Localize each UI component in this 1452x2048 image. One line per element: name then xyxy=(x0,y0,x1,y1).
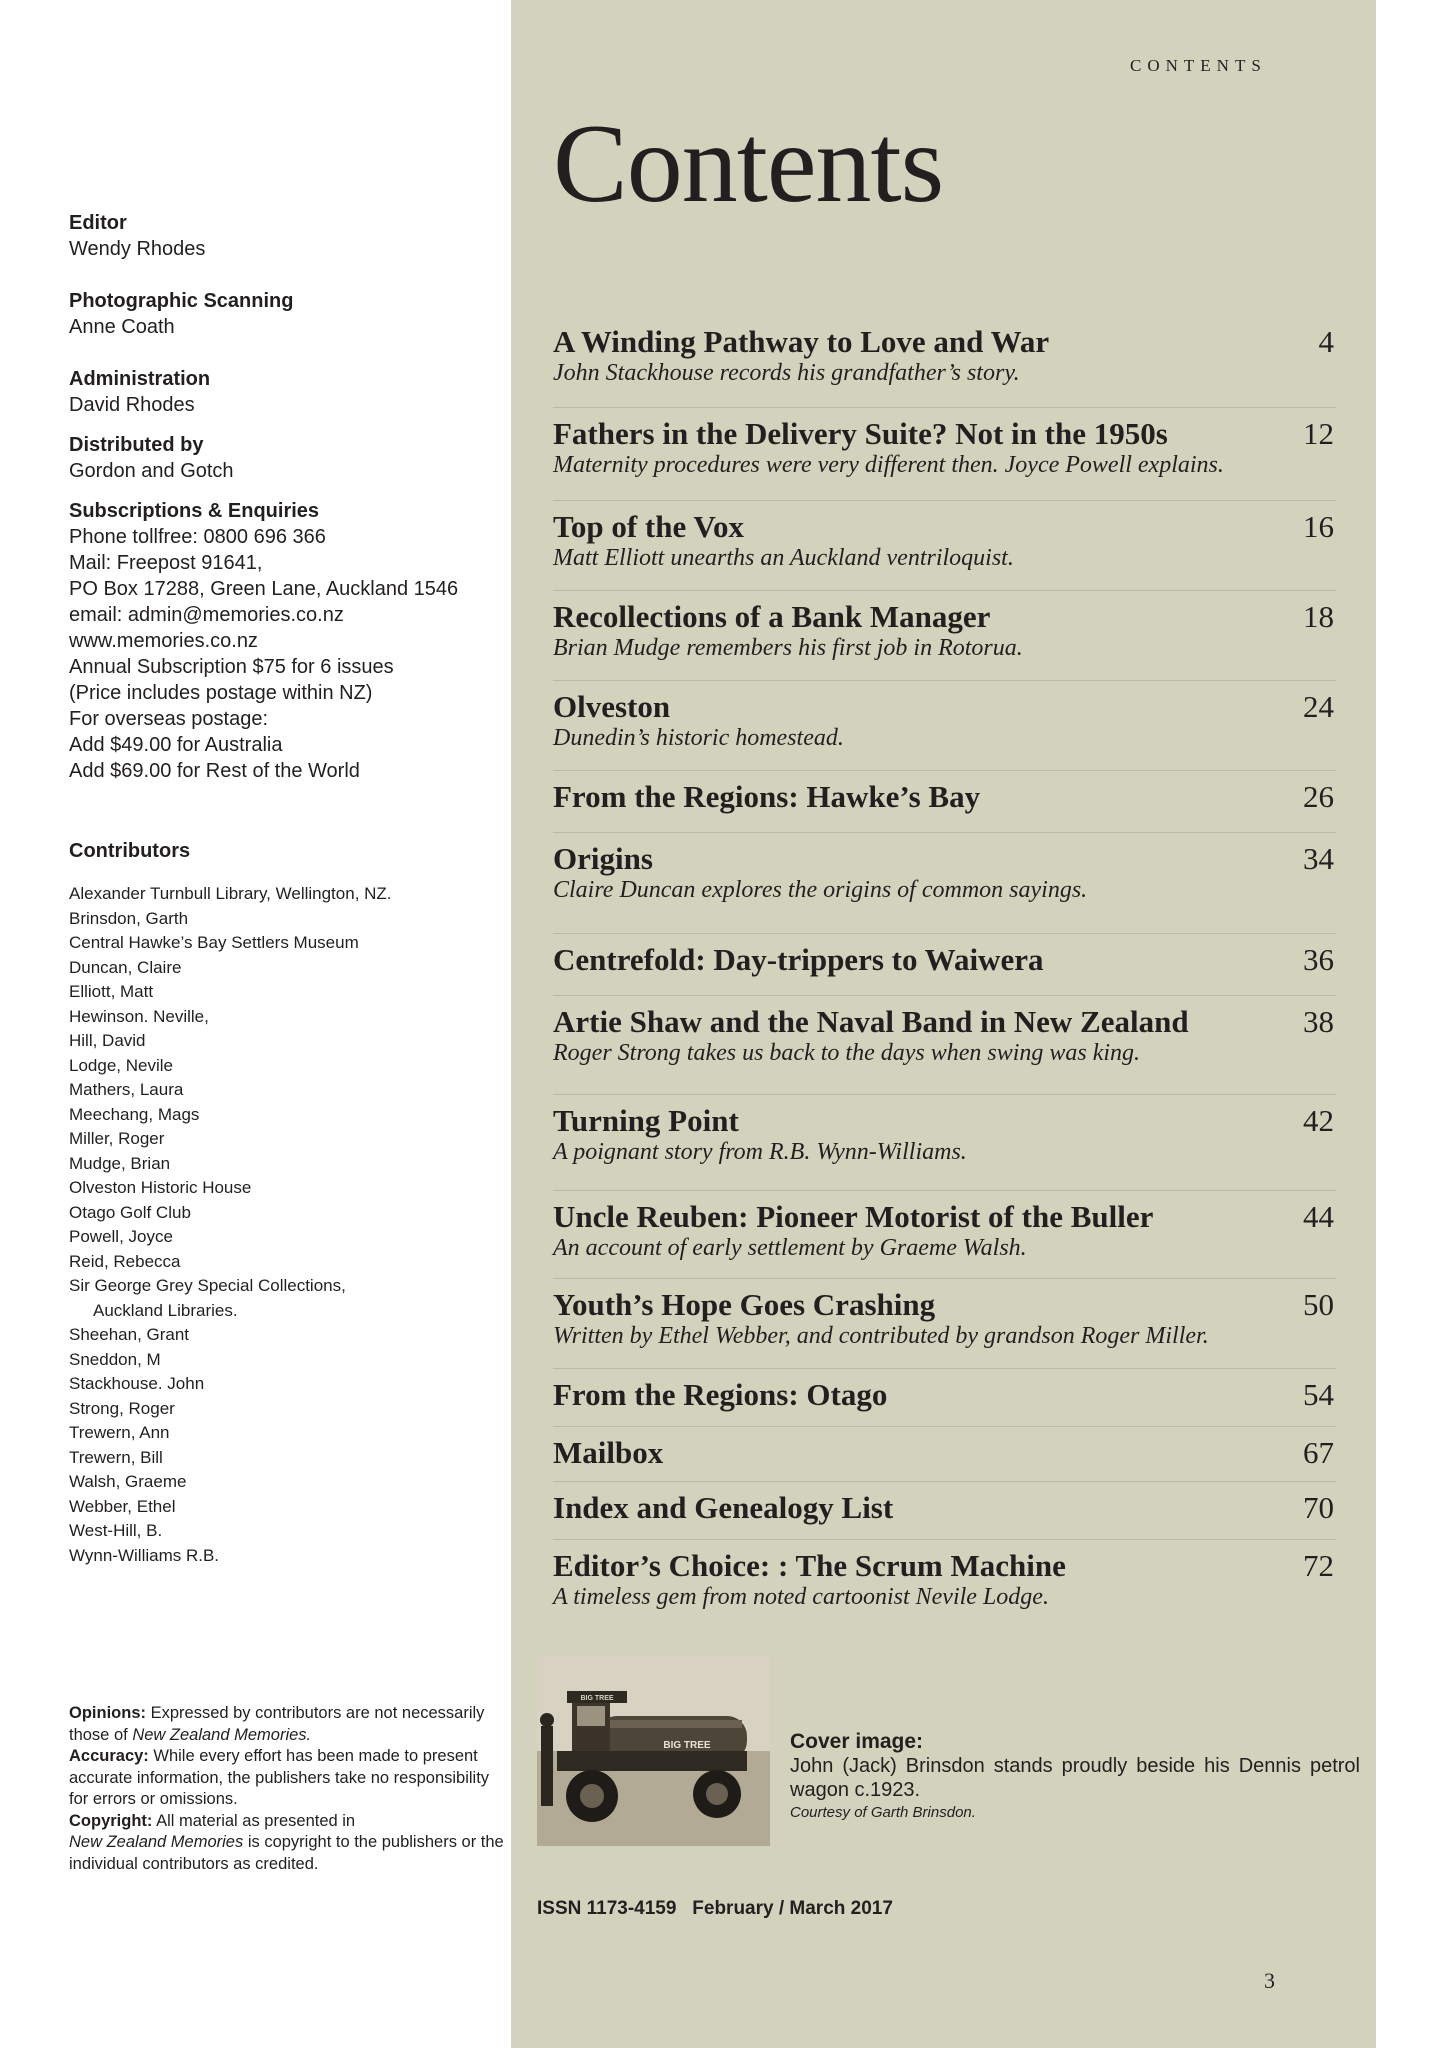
page-number: 3 xyxy=(1264,1968,1275,1993)
toc-title: Origins xyxy=(553,841,653,876)
toc-row xyxy=(553,1435,1336,1471)
toc-entry xyxy=(553,996,1336,1095)
toc-entry xyxy=(553,681,1336,771)
toc-title: Uncle Reuben: Pioneer Motorist of the Buller xyxy=(553,1199,1154,1234)
toc-entry xyxy=(553,1279,1336,1369)
toc-title: A Winding Pathway to Love and War xyxy=(553,324,1050,359)
toc-page-number: 42 xyxy=(1303,1103,1334,1138)
toc-entry xyxy=(553,1369,1336,1427)
toc-page-number: 12 xyxy=(1303,416,1334,451)
cover-label: Cover image: xyxy=(790,1730,924,1753)
opinions-publication: New Zealand Memories. xyxy=(132,1725,312,1744)
table-of-contents xyxy=(553,318,1336,1630)
contributor-item: Powell, Joyce xyxy=(69,1227,173,1246)
toc-subtitle: A poignant story from R.B. Wynn-Williams. xyxy=(553,1139,967,1165)
subscription-line: PO Box 17288, Green Lane, Auckland 1546 xyxy=(69,578,459,600)
subscription-line: Add $49.00 for Australia xyxy=(69,734,283,756)
subscriptions-details xyxy=(69,524,489,784)
toc-row xyxy=(553,1199,1336,1235)
admin-name: David Rhodes xyxy=(69,394,195,416)
toc-entry xyxy=(553,591,1336,681)
toc-row xyxy=(553,1377,1336,1413)
toc-entry xyxy=(553,408,1336,501)
subscription-line: For overseas postage: xyxy=(69,708,268,730)
cover-caption xyxy=(790,1730,1360,1821)
toc-page-number: 18 xyxy=(1303,599,1334,634)
cover-photo xyxy=(537,1656,770,1846)
contributor-item: Mudge, Brian xyxy=(69,1153,171,1173)
section-label: CONTENTS xyxy=(1130,56,1267,75)
subscription-line: Annual Subscription $75 for 6 issues xyxy=(69,656,394,678)
distributed-name: Gordon and Gotch xyxy=(69,460,234,482)
subscription-line: Mail: Freepost 91641, xyxy=(69,552,263,574)
contributor-item: Trewern, Ann xyxy=(69,1423,170,1442)
toc-subtitle: Dunedin’s historic homestead. xyxy=(553,725,844,751)
contributor-item: Auckland Libraries. xyxy=(93,1300,238,1320)
toc-entry xyxy=(553,1427,1336,1482)
contributor-item: Meechang, Mags xyxy=(69,1104,200,1124)
toc-title: Recollections of a Bank Manager xyxy=(553,599,991,634)
toc-title: Youth’s Hope Goes Crashing xyxy=(553,1287,936,1322)
editor-label: Editor xyxy=(69,212,127,234)
copyright-label: Copyright: xyxy=(69,1811,153,1830)
contributor-item: Olveston Historic House xyxy=(69,1178,252,1197)
subscription-line: Add $69.00 for Rest of the World xyxy=(69,760,360,782)
contributor-item: Central Hawke’s Bay Settlers Museum xyxy=(69,933,359,952)
toc-row xyxy=(553,1548,1336,1584)
toc-page-number: 36 xyxy=(1303,942,1334,977)
toc-subtitle: Roger Strong takes us back to the days when swing was king. xyxy=(553,1040,1141,1066)
toc-subtitle: Claire Duncan explores the origins of common sayings. xyxy=(553,877,1088,903)
toc-title: From the Regions: Hawke’s Bay xyxy=(553,779,981,814)
toc-title: Top of the Vox xyxy=(553,509,744,544)
contributor-item: Strong, Roger xyxy=(69,1398,175,1418)
contributor-item: Alexander Turnbull Library, Wellington, NZ. xyxy=(69,884,392,903)
toc-entry xyxy=(553,1095,1336,1191)
toc-row xyxy=(553,324,1336,360)
toc-row xyxy=(553,689,1336,725)
contributor-item: Lodge, Nevile xyxy=(69,1055,173,1075)
contributor-item: Trewern, Bill xyxy=(69,1447,163,1467)
contributor-item: Sheehan, Grant xyxy=(69,1325,190,1344)
admin-label: Administration xyxy=(69,368,211,390)
toc-title: From the Regions: Otago xyxy=(553,1377,888,1412)
toc-title: Editor’s Choice: : The Scrum Machine xyxy=(553,1548,1066,1583)
toc-entry xyxy=(553,501,1336,591)
toc-entry xyxy=(553,771,1336,833)
toc-subtitle: Maternity procedures were very different then. Joyce Powell explains. xyxy=(553,452,1224,478)
toc-entry xyxy=(553,1191,1336,1279)
toc-row xyxy=(553,416,1336,452)
contributor-item: Sir George Grey Special Collections, xyxy=(69,1276,346,1295)
contributor-item: Mathers, Laura xyxy=(69,1080,184,1099)
toc-row xyxy=(553,841,1336,877)
toc-title: Turning Point xyxy=(553,1103,739,1138)
subscription-line: Phone tollfree: 0800 696 366 xyxy=(69,526,326,548)
contributor-item: Reid, Rebecca xyxy=(69,1251,181,1271)
toc-entry xyxy=(553,934,1336,996)
toc-page-number: 24 xyxy=(1303,689,1334,724)
toc-subtitle: An account of early settlement by Graeme Walsh. xyxy=(553,1235,1027,1261)
contributors-label: Contributors xyxy=(69,840,191,862)
copyright-publication: New Zealand Memories xyxy=(69,1833,244,1851)
toc-row xyxy=(553,1103,1336,1139)
subscription-line: email: admin@memories.co.nz xyxy=(69,604,344,626)
toc-title: Fathers in the Delivery Suite? Not in the 1950s xyxy=(553,416,1168,451)
toc-page-number: 54 xyxy=(1303,1377,1334,1412)
contributor-item: Walsh, Graeme xyxy=(69,1472,187,1491)
toc-subtitle: Written by Ethel Webber, and contributed by grandson Roger Miller. xyxy=(553,1323,1209,1349)
toc-row xyxy=(553,1490,1336,1526)
toc-row xyxy=(553,1004,1336,1040)
editor-name: Wendy Rhodes xyxy=(69,238,206,260)
toc-subtitle: Matt Elliott unearths an Auckland ventriloquist. xyxy=(553,545,1014,571)
toc-entry xyxy=(553,1482,1336,1540)
contributor-item: Duncan, Claire xyxy=(69,957,182,977)
subscription-line: www.memories.co.nz xyxy=(69,630,258,652)
toc-title: Centrefold: Day-trippers to Waiwera xyxy=(553,942,1044,977)
toc-row xyxy=(553,1287,1336,1323)
contributor-item: Hill, David xyxy=(69,1031,146,1050)
cover-credit: Courtesy of Garth Brinsdon. xyxy=(790,1804,976,1821)
contributor-item: Brinsdon, Garth xyxy=(69,908,189,928)
truck-illustration xyxy=(537,1656,770,1846)
toc-row xyxy=(553,509,1336,545)
accuracy-text: While every effort has been made to present accurate information, the publishers take no responsibility for errors or omissions. xyxy=(69,1747,490,1808)
toc-row xyxy=(553,599,1336,635)
issn-line: ISSN 1173-4159 February / March 2017 xyxy=(537,1898,893,1919)
scanning-name: Anne Coath xyxy=(69,316,175,338)
toc-page-number: 67 xyxy=(1303,1435,1334,1470)
contributor-item: Elliott, Matt xyxy=(69,982,154,1001)
subscription-line: (Price includes postage within NZ) xyxy=(69,682,373,704)
page-title: Contents xyxy=(553,102,944,226)
truck-sign: BIG TREE xyxy=(580,1695,614,1702)
toc-entry xyxy=(553,833,1336,934)
toc-title: Artie Shaw and the Naval Band in New Zealand xyxy=(553,1004,1189,1039)
toc-page-number: 70 xyxy=(1303,1490,1334,1525)
contributor-item: Stackhouse. John xyxy=(69,1374,205,1393)
copyright-text: All material as presented in xyxy=(156,1811,356,1830)
scanning-label: Photographic Scanning xyxy=(69,290,294,312)
distributed-label: Distributed by xyxy=(69,434,204,456)
copyright-text-2: is copyright to the publishers or the individual contributors as credited. xyxy=(69,1833,504,1873)
tank-sign: BIG TREE xyxy=(663,1740,711,1751)
cover-text: John (Jack) Brinsdon stands proudly beside his Dennis petrol wagon c.1923. xyxy=(790,1755,1360,1801)
contributor-item: Webber, Ethel xyxy=(69,1496,176,1516)
accuracy-label: Accuracy: xyxy=(69,1747,149,1765)
legal-notes xyxy=(69,1703,509,1875)
toc-page-number: 26 xyxy=(1303,779,1334,814)
toc-title: Olveston xyxy=(553,689,671,724)
contributors-list xyxy=(69,882,489,1568)
toc-page-number: 44 xyxy=(1303,1199,1334,1234)
toc-subtitle: A timeless gem from noted cartoonist Nevile Lodge. xyxy=(553,1584,1049,1610)
toc-entry xyxy=(553,318,1336,408)
toc-title: Mailbox xyxy=(553,1435,664,1470)
toc-page-number: 16 xyxy=(1303,509,1334,544)
toc-subtitle: Brian Mudge remembers his first job in Rotorua. xyxy=(553,635,1023,661)
toc-title: Index and Genealogy List xyxy=(553,1490,894,1525)
toc-page-number: 4 xyxy=(1318,324,1334,359)
toc-page-number: 34 xyxy=(1303,841,1334,876)
subscriptions-label: Subscriptions & Enquiries xyxy=(69,500,320,522)
contributor-item: Otago Golf Club xyxy=(69,1202,191,1222)
opinions-label: Opinions: xyxy=(69,1704,146,1722)
contributor-item: Hewinson. Neville, xyxy=(69,1006,209,1026)
opinions-text: Expressed by contributors are not necessarily those of xyxy=(69,1704,485,1744)
contributor-item: Sneddon, M xyxy=(69,1349,161,1369)
toc-page-number: 50 xyxy=(1303,1287,1334,1322)
toc-page-number: 38 xyxy=(1303,1004,1334,1039)
toc-row xyxy=(553,942,1336,978)
masthead xyxy=(69,210,489,798)
toc-entry xyxy=(553,1540,1336,1630)
contributor-item: Wynn-Williams R.B. xyxy=(69,1545,220,1565)
toc-row xyxy=(553,779,1336,815)
contributor-item: West-Hill, B. xyxy=(69,1521,163,1540)
toc-page-number: 72 xyxy=(1303,1548,1334,1583)
toc-subtitle: John Stackhouse records his grandfather’s story. xyxy=(553,360,1020,386)
contributor-item: Miller, Roger xyxy=(69,1129,165,1148)
